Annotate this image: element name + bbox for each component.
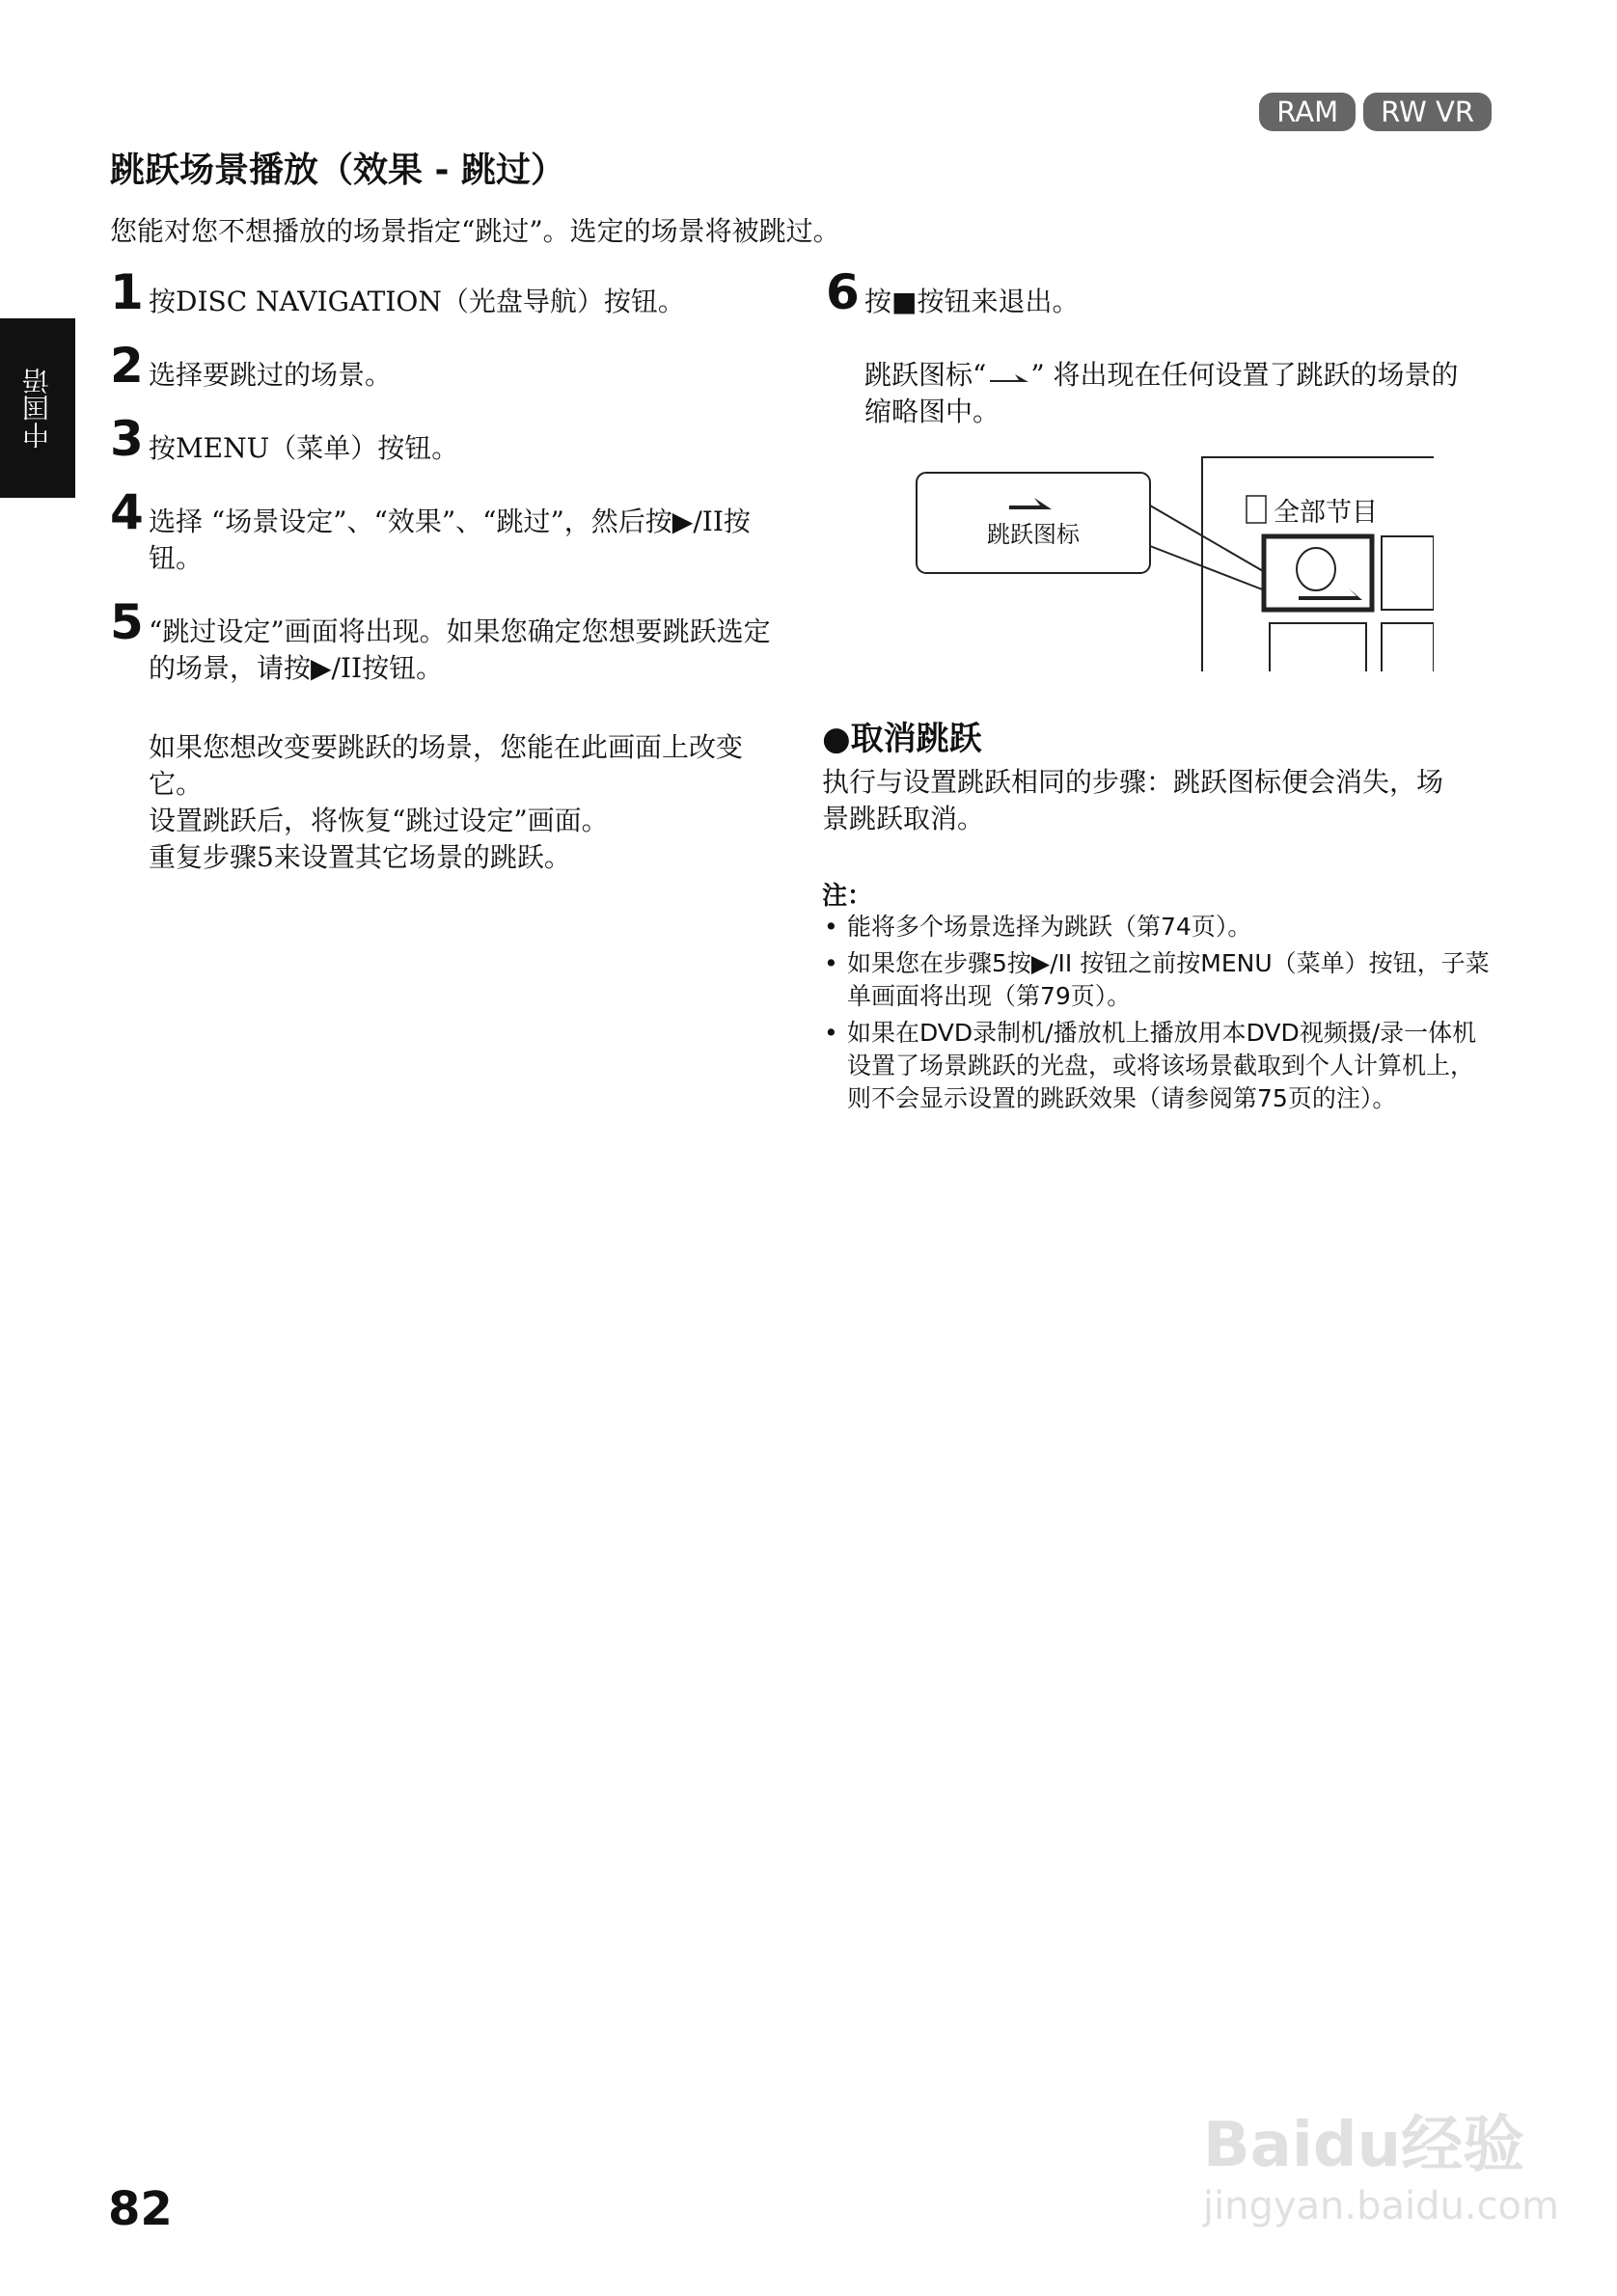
- step-6-extra-before: 跳跃图标“: [864, 359, 987, 391]
- step-text: 按MENU（菜单）按钮。: [149, 432, 459, 464]
- step-6-extra-after: ” 将出现在任何设置了跳跃的场景的缩略图中。: [864, 359, 1459, 427]
- step-5: [110, 594, 785, 687]
- format-badges: [1259, 93, 1492, 131]
- step-number: 5: [110, 594, 144, 650]
- step-text: 选择 “场景设定”、“效果”、“跳过”，然后按▶/II按钮。: [149, 506, 751, 574]
- intro-text: 您能对您不想播放的场景指定“跳过”。选定的场景将被跳过。: [110, 215, 840, 247]
- format-badge-rw-vr: RW VR: [1363, 93, 1492, 131]
- thumbnail: [1382, 536, 1434, 610]
- screen-title: 全部节目: [1274, 498, 1378, 528]
- page-title: 跳跃场景播放（效果 - 跳过）: [110, 150, 566, 190]
- step-3: [110, 411, 785, 467]
- step-number: 2: [110, 338, 144, 394]
- cancel-body: 执行与设置跳跃相同的步骤：跳跃图标便会消失，场景跳跃取消。: [822, 766, 1444, 834]
- skip-icon-diagram: [913, 450, 1434, 671]
- language-side-tab-label: 中国语: [21, 368, 53, 449]
- watermark-url: jingyan.baidu.com: [1202, 2184, 1559, 2228]
- step-number: 6: [826, 264, 860, 320]
- watermark-logo: Baidu经验: [1202, 2110, 1525, 2181]
- step-5-extra-line: 如果您想改变要跳跃的场景，您能在此画面上改变它。: [149, 731, 744, 800]
- skip-icon: [986, 369, 1030, 386]
- notes-list: [822, 911, 1497, 1119]
- step-text: “跳过设定”画面将出现。如果您确定您想要跳跃选定的场景，请按▶/II按钮。: [149, 615, 771, 684]
- step-4: [110, 484, 785, 577]
- step-text: 选择要跳过的场景。: [149, 359, 393, 391]
- step-number: 1: [110, 264, 144, 320]
- step-number: 3: [110, 411, 144, 467]
- step-1: [110, 264, 785, 320]
- notes-heading: 注：: [822, 882, 873, 911]
- step-6-extra: [864, 357, 1482, 430]
- note-item: • 如果您在步骤5按▶/II 按钮之前按MENU（菜单）按钮，子菜单画面将出现（第79页）。: [822, 947, 1497, 1013]
- note-item: • 能将多个场景选择为跳跃（第74页）。: [822, 911, 1497, 943]
- page-number: 82: [108, 2182, 173, 2236]
- note-item: • 如果在DVD录制机/播放机上播放用本DVD视频摄/录一体机设置了场景跳跃的光盘，或将该场景截取到个人计算机上，则不会显示设置的跳跃效果（请参阅第75页的注）。: [822, 1017, 1497, 1115]
- disc-icon: [1247, 496, 1266, 523]
- step-5-extra: [149, 729, 785, 876]
- step-2: [110, 338, 785, 394]
- step-5-extra-line: 设置跳跃后，将恢复“跳过设定”画面。: [149, 805, 609, 836]
- step-5-extra-line: 重复步骤5来设置其它场景的跳跃。: [149, 841, 571, 873]
- step-number: 4: [110, 484, 144, 540]
- dog-illustration: [1297, 548, 1335, 590]
- callout-label: 跳跃图标: [987, 521, 1080, 548]
- step-text: 按■按钮来退出。: [864, 286, 1080, 317]
- thumbnail: [1382, 623, 1434, 671]
- cancel-heading: ●取消跳跃: [822, 720, 982, 758]
- callout-line: [1150, 546, 1270, 592]
- step-text: 按DISC NAVIGATION（光盘导航）按钮。: [149, 286, 685, 317]
- format-badge-ram: RAM: [1259, 93, 1356, 131]
- language-side-tab: [0, 318, 75, 498]
- thumbnail: [1270, 623, 1366, 671]
- step-6: [826, 264, 1482, 320]
- watermark: [1203, 2095, 1559, 2228]
